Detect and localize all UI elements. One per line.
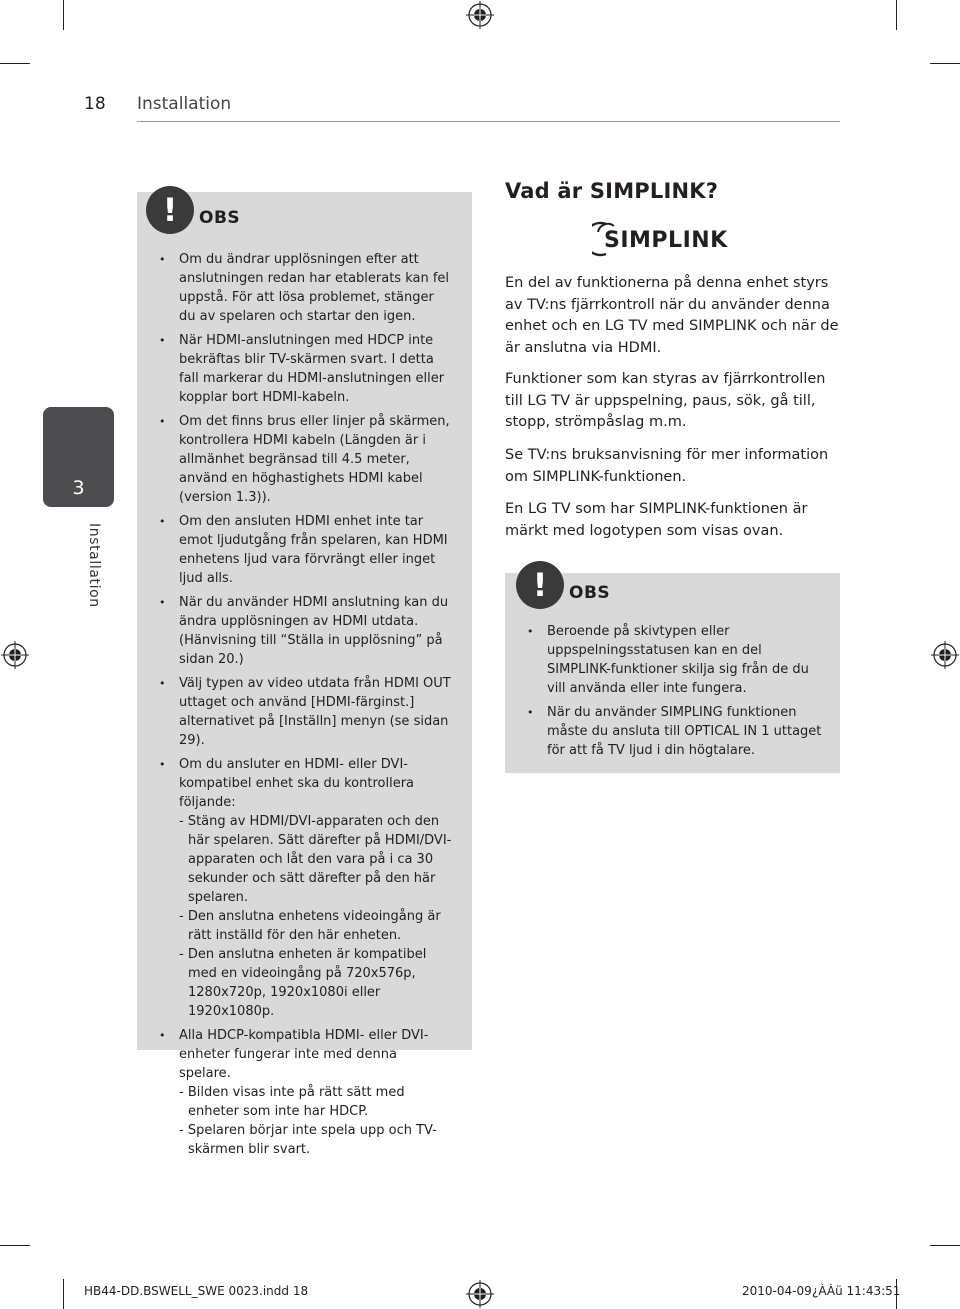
list-item [157, 593, 452, 669]
simplink-logo [592, 218, 752, 258]
sub-item-text: - Den anslutna enhetens videoingång är rätt inställd för den här enheten. [179, 909, 441, 943]
crop-mark [63, 1279, 64, 1309]
list-item [157, 674, 452, 750]
list-item-text: Om den ansluten HDMI enhet inte tar emot ljudutgång från spelaren, kan HDMI enhetens ljud vara förvrängt eller inget ljud alls. [179, 514, 448, 586]
list-item-text: När du använder SIMPLING funktionen måste du ansluta till OPTICAL IN 1 uttaget för att få TV ljud i din högtalare. [547, 705, 822, 758]
header-divider [137, 121, 840, 122]
crop-mark [930, 63, 960, 64]
list-item-text: Om du ändrar upplösningen efter att anslutningen redan har etablerats kan fel uppstå. För att lösa problemet, stänger du av spelaren och startar den igen. [179, 252, 450, 324]
list-item [157, 755, 452, 1021]
sub-item-text: - Den anslutna enheten är kompatibel med en videoingång på 720x576p, 1280x720p, 1920x1080i eller 1920x1080p. [179, 947, 427, 1019]
note-title: OBS [569, 583, 611, 603]
sub-item-text: - Stäng av HDMI/DVI-apparaten och den här spelaren. Sätt därefter på HDMI/DVI-apparaten och låt den vara på i ca 30 sekunder och sätt därefter på den här spelaren. [179, 814, 452, 905]
list-item [157, 250, 452, 326]
footer-time: ¿ÀÀü 11:43:51 [812, 1284, 901, 1298]
list-item-text: När du använder HDMI anslutning kan du ändra upplösningen av HDMI utdata. (Hänvisning till “Ställa in upplösning” på sidan 20.) [179, 595, 449, 667]
note-heading [516, 561, 610, 609]
list-item [525, 622, 822, 698]
list-item-text: Välj typen av video utdata från HDMI OUT uttaget och använd [HDMI-färginst.] alternativet på [Inställn] menyn (se sidan 29). [179, 676, 451, 748]
chapter-number: 3 [72, 477, 85, 499]
registration-mark-icon [466, 1280, 494, 1308]
list-item [157, 1026, 452, 1159]
registration-mark-icon [1, 641, 29, 669]
list-item-text: Beroende på skivtypen eller uppspelningsstatusen kan en del SIMPLINK-funktioner skilja sig från de du vill använda eller inte fungera. [547, 624, 809, 696]
chapter-tab [43, 407, 114, 507]
list-item-text: Alla HDCP-kompatibla HDMI- eller DVI-enheter fungerar inte med denna spelare. [179, 1028, 429, 1081]
crop-mark [930, 1245, 960, 1246]
crop-mark [896, 0, 897, 30]
footer-filename: HB44-DD.BSWELL_SWE 0023.indd 18 [84, 1284, 309, 1298]
paragraph: Se TV:ns bruksanvisning för mer information om SIMPLINK-funktionen. [505, 447, 829, 485]
chapter-label-text: Installation [86, 522, 102, 608]
sub-item-text: - Spelaren börjar inte spela upp och TV-skärmen blir svart. [179, 1123, 437, 1157]
crop-mark [63, 0, 64, 30]
registration-mark-icon [466, 1, 494, 29]
note-title: OBS [199, 208, 241, 228]
crop-mark [0, 1245, 30, 1246]
exclamation-icon: ! [146, 186, 194, 234]
chapter-label [78, 515, 110, 615]
list-item [525, 703, 822, 760]
note-box-left [137, 191, 472, 1157]
list-item [157, 412, 452, 507]
list-item-text: Om du ansluter en HDMI- eller DVI-kompatibel enhet ska du kontrollera följande: [179, 757, 415, 810]
registration-mark-icon [931, 641, 959, 669]
list-item-text: Om det finns brus eller linjer på skärmen, kontrollera HDMI kabeln (Längden är i allmänhet begränsad till 4.5 meter, använd en höghastighets HDMI kabel (version 1.3)). [179, 414, 450, 505]
list-item [157, 512, 452, 588]
logo-text: SIMPLINK [604, 228, 728, 253]
page-number: 18 [84, 94, 106, 114]
note-heading [146, 186, 240, 234]
list-item-text: När HDMI-anslutningen med HDCP inte bekräftas blir TV-skärmen svart. I detta fall markerar du HDMI-anslutningen eller kopplar bort HDMI-kabeln. [179, 333, 445, 405]
sub-item-text: - Bilden visas inte på rätt sätt med enheter som inte har HDCP. [179, 1085, 405, 1119]
note-list [157, 250, 452, 1159]
paragraph: En LG TV som har SIMPLINK-funktionen är märkt med logotypen som visas ovan. [505, 501, 808, 539]
footer-date: 2010-04-09 [742, 1284, 812, 1298]
paragraph: En del av funktionerna på denna enhet styrs av TV:ns fjärrkontroll när du använder denna enhet och en LG TV med SIMPLINK och när de är anslutna via HDMI. [505, 275, 839, 356]
page-title: Installation [137, 94, 232, 114]
list-item [157, 331, 452, 407]
section-heading: Vad är SIMPLINK? [505, 179, 719, 203]
crop-mark [0, 63, 30, 64]
note-box-right [505, 566, 840, 773]
note-list [525, 622, 822, 760]
exclamation-icon: ! [516, 561, 564, 609]
paragraph: Funktioner som kan styras av fjärrkontrollen till LG TV är uppspelning, paus, sök, gå till, stopp, strömpåslag m.m. [505, 371, 826, 430]
